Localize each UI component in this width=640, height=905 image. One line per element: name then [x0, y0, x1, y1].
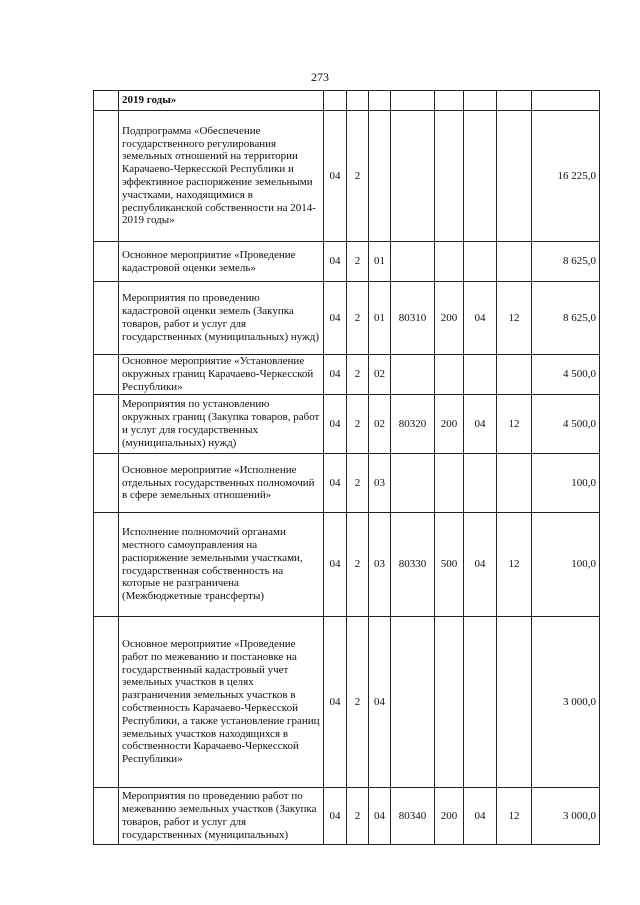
division-code-cell: 04: [464, 513, 497, 617]
item-name-cell: Мероприятия по проведению кадастровой оценки земель (Закупка товаров, работ и услуг для государственных (муниципальных) нужд): [119, 282, 324, 355]
subdivision-code-cell: [497, 111, 532, 242]
table-row: [94, 355, 600, 395]
division-code-cell: [464, 91, 497, 111]
program-code-cell: 2: [347, 454, 369, 513]
program-code-cell: [347, 91, 369, 111]
division-code-cell: 04: [464, 395, 497, 454]
event-code-cell: 02: [369, 355, 391, 395]
direction-code-cell: [391, 355, 435, 395]
expense-type-code-cell: 500: [435, 513, 464, 617]
amount-cell: 16 225,0: [532, 111, 600, 242]
table-row: [94, 242, 600, 282]
table-body: [94, 91, 600, 845]
direction-code-cell: [391, 454, 435, 513]
section-code-cell: 04: [324, 242, 347, 282]
event-code-cell: 02: [369, 395, 391, 454]
program-code-cell: 2: [347, 355, 369, 395]
section-code-cell: 04: [324, 788, 347, 845]
section-code-cell: 04: [324, 617, 347, 788]
section-code-cell: 04: [324, 282, 347, 355]
amount-cell: 3 000,0: [532, 788, 600, 845]
event-code-cell: [369, 91, 391, 111]
amount-cell: 8 625,0: [532, 242, 600, 282]
row-leading-cell: [94, 111, 119, 242]
division-code-cell: [464, 242, 497, 282]
section-code-cell: [324, 91, 347, 111]
direction-code-cell: [391, 111, 435, 242]
item-name-cell: Подпрограмма «Обеспечение государственного регулирования земельных отношений на территории Карачаево-Черкесской Республики и эффективное распоряжение земельными участками, находящимися в республиканской собственности на 2014-2019 годы»: [119, 111, 324, 242]
amount-cell: 100,0: [532, 454, 600, 513]
program-code-cell: 2: [347, 395, 369, 454]
item-name-cell: Основное мероприятие «Исполнение отдельных государственных полномочий в сфере земельных отношений»: [119, 454, 324, 513]
program-code-cell: 2: [347, 513, 369, 617]
division-code-cell: 04: [464, 788, 497, 845]
subdivision-code-cell: 12: [497, 282, 532, 355]
section-code-cell: 04: [324, 395, 347, 454]
page-number: 273: [311, 70, 329, 84]
expense-type-code-cell: [435, 617, 464, 788]
section-code-cell: 04: [324, 454, 347, 513]
budget-table: [93, 90, 600, 845]
table-row: [94, 617, 600, 788]
subdivision-code-cell: 12: [497, 513, 532, 617]
item-name-cell: 2019 годы»: [119, 91, 324, 111]
subdivision-code-cell: [497, 91, 532, 111]
division-code-cell: [464, 111, 497, 242]
table-row: [94, 395, 600, 454]
program-code-cell: 2: [347, 617, 369, 788]
table-row: [94, 111, 600, 242]
event-code-cell: 01: [369, 282, 391, 355]
subdivision-code-cell: [497, 242, 532, 282]
division-code-cell: [464, 355, 497, 395]
amount-cell: 4 500,0: [532, 395, 600, 454]
direction-code-cell: 80340: [391, 788, 435, 845]
direction-code-cell: 80310: [391, 282, 435, 355]
row-leading-cell: [94, 788, 119, 845]
event-code-cell: 04: [369, 788, 391, 845]
item-name-cell: Мероприятия по проведению работ по межеванию земельных участков (Закупка товаров, работ и услуг для государственных (муниципальных): [119, 788, 324, 845]
table-row: [94, 513, 600, 617]
amount-cell: [532, 91, 600, 111]
row-leading-cell: [94, 513, 119, 617]
expense-type-code-cell: [435, 91, 464, 111]
table-row: [94, 788, 600, 845]
row-leading-cell: [94, 282, 119, 355]
table-row: [94, 282, 600, 355]
direction-code-cell: [391, 91, 435, 111]
row-leading-cell: [94, 617, 119, 788]
event-code-cell: 03: [369, 513, 391, 617]
row-leading-cell: [94, 242, 119, 282]
expense-type-code-cell: 200: [435, 282, 464, 355]
section-code-cell: 04: [324, 111, 347, 242]
division-code-cell: [464, 454, 497, 513]
event-code-cell: 03: [369, 454, 391, 513]
expense-type-code-cell: 200: [435, 395, 464, 454]
event-code-cell: 01: [369, 242, 391, 282]
subdivision-code-cell: [497, 454, 532, 513]
division-code-cell: 04: [464, 282, 497, 355]
item-name-cell: Исполнение полномочий органами местного самоуправления на распоряжение земельными участками, государственная собственность на которые не разграничена (Межбюджетные трансферты): [119, 513, 324, 617]
item-name-cell: Основное мероприятие «Проведение работ по межеванию и постановке на государственный кадастровый учет земельных участков в целях разграничения земельных участков в собственность Карачаево-Черкесской Республики, а также установление границ земельных участков находящихся в собственности Карачаево-Черкесской Республики»: [119, 617, 324, 788]
event-code-cell: 04: [369, 617, 391, 788]
row-leading-cell: [94, 454, 119, 513]
row-leading-cell: [94, 355, 119, 395]
amount-cell: 4 500,0: [532, 355, 600, 395]
item-name-cell: Мероприятия по установлению окружных границ (Закупка товаров, работ и услуг для государственных (муниципальных) нужд): [119, 395, 324, 454]
item-name-cell: Основное мероприятие «Установление окружных границ Карачаево-Черкесской Республики»: [119, 355, 324, 395]
program-code-cell: 2: [347, 788, 369, 845]
item-name-cell: Основное мероприятие «Проведение кадастровой оценки земель»: [119, 242, 324, 282]
section-code-cell: 04: [324, 355, 347, 395]
section-code-cell: 04: [324, 513, 347, 617]
expense-type-code-cell: [435, 242, 464, 282]
expense-type-code-cell: 200: [435, 788, 464, 845]
amount-cell: 8 625,0: [532, 282, 600, 355]
subdivision-code-cell: [497, 355, 532, 395]
direction-code-cell: 80330: [391, 513, 435, 617]
subdivision-code-cell: [497, 617, 532, 788]
table-row: [94, 91, 600, 111]
expense-type-code-cell: [435, 355, 464, 395]
program-code-cell: 2: [347, 282, 369, 355]
expense-type-code-cell: [435, 454, 464, 513]
table-row: [94, 454, 600, 513]
expense-type-code-cell: [435, 111, 464, 242]
row-leading-cell: [94, 395, 119, 454]
direction-code-cell: 80320: [391, 395, 435, 454]
direction-code-cell: [391, 242, 435, 282]
row-leading-cell: [94, 91, 119, 111]
event-code-cell: [369, 111, 391, 242]
program-code-cell: 2: [347, 242, 369, 282]
amount-cell: 100,0: [532, 513, 600, 617]
program-code-cell: 2: [347, 111, 369, 242]
direction-code-cell: [391, 617, 435, 788]
subdivision-code-cell: 12: [497, 788, 532, 845]
subdivision-code-cell: 12: [497, 395, 532, 454]
division-code-cell: [464, 617, 497, 788]
amount-cell: 3 000,0: [532, 617, 600, 788]
